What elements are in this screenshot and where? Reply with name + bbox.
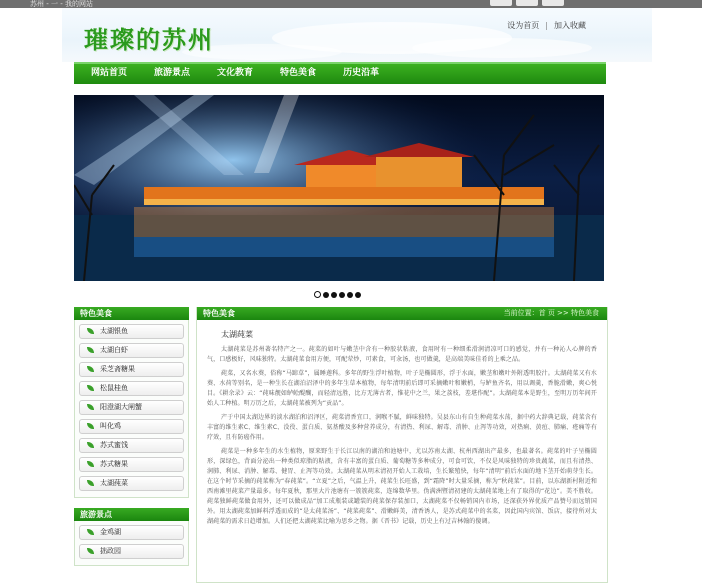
sidebar-scenic-list: [74, 521, 189, 566]
leaf-icon: [87, 529, 94, 535]
sidebar-food-item[interactable]: [79, 476, 184, 491]
article-paragraph: 太湖莼菜是苏州著名特产之一。莼菜的如叶与嫩茎中含有一种胶状粘液，食用时有一种细柔滑润清凉可口的感觉，并有一种沁人心脾的香气，口感极好，风味独特。太湖莼菜食用方便，可配荤炒，可素食，可汆汤，也可做羹，是高端美味佳肴的上乘之品。: [207, 346, 597, 363]
leaf-icon: [87, 442, 94, 448]
carousel-dot[interactable]: [339, 292, 345, 298]
leaf-icon: [87, 461, 94, 467]
sidebar-food-item[interactable]: [79, 362, 184, 377]
leaf-icon: [87, 423, 94, 429]
carousel-dot[interactable]: [323, 292, 329, 298]
sidebar-food-title: 特色美食: [74, 307, 189, 320]
article-paragraph: 莼菜，又名水葵，俗称“马蹄草”，属睡莲科。多年的野生浮叶植物，叶子是椭圆形，浮于水面，嫩茎和嫩叶外附透明胶汁。太湖莼菜又有水葵、水荷等别名，是一种生长在湖泊沼泽中的多年生草本植物，每年清明前后即可采摘嫩叶和嫩梢，与鲈鱼齐名，用以调羹，香脆滑嫩，爽心悦目。《耕余录》云：“莼味靓如鲈鲙醍醐，而轻清远胜，比方无薄古者，惟花中之兰，果之荔枝，差堪作配”。太湖莼菜本是野生，至明万历年间开始人工种植。明万历之后，太湖莼菜被列为“贡品”。: [207, 370, 597, 407]
main-nav: [74, 62, 606, 84]
nav-item-history[interactable]: 历史沿革: [343, 68, 380, 78]
sidebar-food-item-label: 苏式蜜饯: [100, 441, 128, 449]
site-logo[interactable]: 璀璨的苏州: [84, 25, 214, 54]
add-favorite-link[interactable]: 加入收藏: [554, 21, 586, 30]
sidebar-scenic-item-label: 金鸡湖: [100, 528, 121, 536]
night-pavilion-illustration: [74, 95, 604, 281]
leaf-icon: [87, 404, 94, 410]
browser-title-bar: [0, 0, 702, 8]
sidebar-food-item-label: 太湖银鱼: [100, 327, 128, 335]
leaf-icon: [87, 548, 94, 554]
page-frame: [62, 8, 652, 582]
article-paragraph: 产于中国太湖边界的淡水湖泊和沼泽区，莼菜清香宜口，润喉不腻，鲜味独特。吴县东山有自生种莼菜水荡，据中药大辞典记载，莼菜含有丰富的维生素C、维生素C、没役、蛋白质、氨基酸及多种营养成分，有清热、利尿、解毒、消肿、止泻等功效，对热痢、黄疸、肺痛、疮痛等有疗效，且有防癌作用。: [207, 414, 597, 441]
top-links: 设为首页 | 加入收藏: [507, 21, 586, 30]
sidebar-food-list: [74, 320, 189, 498]
nav-item-culture[interactable]: 文化教育: [217, 68, 254, 78]
sidebar-food-item[interactable]: [79, 381, 184, 396]
banner-image: [74, 95, 604, 281]
carousel-dot[interactable]: [331, 292, 337, 298]
leaf-icon: [87, 328, 94, 334]
article: [197, 320, 607, 527]
window-close-button[interactable]: [542, 0, 564, 6]
sidebar-food-item-label: 松鼠桂鱼: [100, 384, 128, 392]
carousel-dot[interactable]: [355, 292, 361, 298]
sidebar-food-item-label: 苏式糖果: [100, 460, 128, 468]
set-homepage-link[interactable]: 设为首页: [507, 21, 540, 30]
sidebar-food-item[interactable]: [79, 438, 184, 453]
carousel-dot[interactable]: [347, 292, 353, 298]
nav-item-home[interactable]: 网站首页: [91, 68, 128, 78]
sidebar-food-item[interactable]: [79, 457, 184, 472]
sidebar-food-item-label: 采芝斋糖果: [100, 365, 135, 373]
sidebar-scenic-item[interactable]: [79, 544, 184, 559]
sidebar-scenic-title: 旅游景点: [74, 508, 189, 521]
sidebar-food-item-label: 太湖莼菜: [100, 479, 128, 487]
site-header: [62, 8, 652, 62]
nav-item-scenic[interactable]: 旅游景点: [154, 68, 191, 78]
main-section-header: [197, 307, 607, 320]
main-content: [196, 307, 608, 583]
sidebar-food-item[interactable]: [79, 324, 184, 339]
nav-item-food[interactable]: 特色美食: [280, 68, 317, 78]
window-minimize-button[interactable]: [490, 0, 512, 6]
sidebar-scenic-item[interactable]: [79, 525, 184, 540]
article-paragraph: 莼菜是一种多年生的水生植物，原来野生于长江以南的湖泊和池塘中，尤以苏南太湖、杭州西湖出产最多，也最著名。莼菜的叶子呈椭圆形，深绿色，背面分泌出一种类似琼脂的粘液，含有丰富的蛋白质、葡萄糖等多种成分，可食可饮，不仅是风味独特的珍贵蔬菜，而且有清热、润肺、利尿、消肿、解毒、健胃、止泻等功效。太湖莼菜从明末清初开始人工栽培，生长繁殖快，每年“清明”前后水面的地下茎开始萌芽生长。在这个时节采摘的莼菜称为“春莼菜”。“立夏”之后，气温上升，莼菜生长旺盛，到“霜降”时大量采摘，称为“秋莼菜”。目前，以东湖新村附近和西南滩里莼菜产量最多。每年夏秋，那里大片池塘有一簇簇莼菜，连绵数华里。伪满洲暨清初建的太湖莼菜地上有了取得的“花边”。美不胜收。莼菜独鲜莼菜做食用外，还可以做成品“加工成瓶装或罐装的莼菜保存装加口，太湖莼菜不仅畅销国内市场，还深获外界优质产品赞号而远销国外。用太湖莼菜加鲜料浮透而成的“是太莼菜汤”、“莼菜莼菜”、滑嫩鲜美，清香诱人，是苏式莼菜中的名菜，因此国内宾馆、饭店，接待所对太湖莼菜的需求日趋增加。人们还把太湖莼菜比喻为思乡之物。据《晋书》记载，历史上有过吉林翰的傻调。: [207, 448, 597, 525]
breadcrumb[interactable]: 当前位置：首 页 >> 特色美食: [503, 309, 599, 317]
main-section-title: 特色美食: [203, 309, 235, 318]
leaf-icon: [87, 385, 94, 391]
window-maximize-button[interactable]: [516, 0, 538, 6]
leaf-icon: [87, 347, 94, 353]
carousel-dots: [314, 291, 363, 301]
sidebar-scenic-item-label: 拙政园: [100, 547, 121, 555]
sidebar-food-item-label: 太湖白虾: [100, 346, 128, 354]
article-title: 太湖莼菜: [221, 330, 253, 339]
sidebar-food-item-label: 叫化鸡: [100, 422, 121, 430]
sidebar-food-item[interactable]: [79, 419, 184, 434]
sidebar-food-item-label: 阳澄湖大闸蟹: [100, 403, 142, 411]
sidebar-food-item[interactable]: [79, 400, 184, 415]
carousel-dot[interactable]: [314, 291, 321, 298]
leaf-icon: [87, 480, 94, 486]
leaf-icon: [87, 366, 94, 372]
sidebar-food-item[interactable]: [79, 343, 184, 358]
sidebar: [74, 307, 189, 566]
browser-tab-title[interactable]: 苏州 - 一 - 我的网站: [30, 0, 93, 8]
